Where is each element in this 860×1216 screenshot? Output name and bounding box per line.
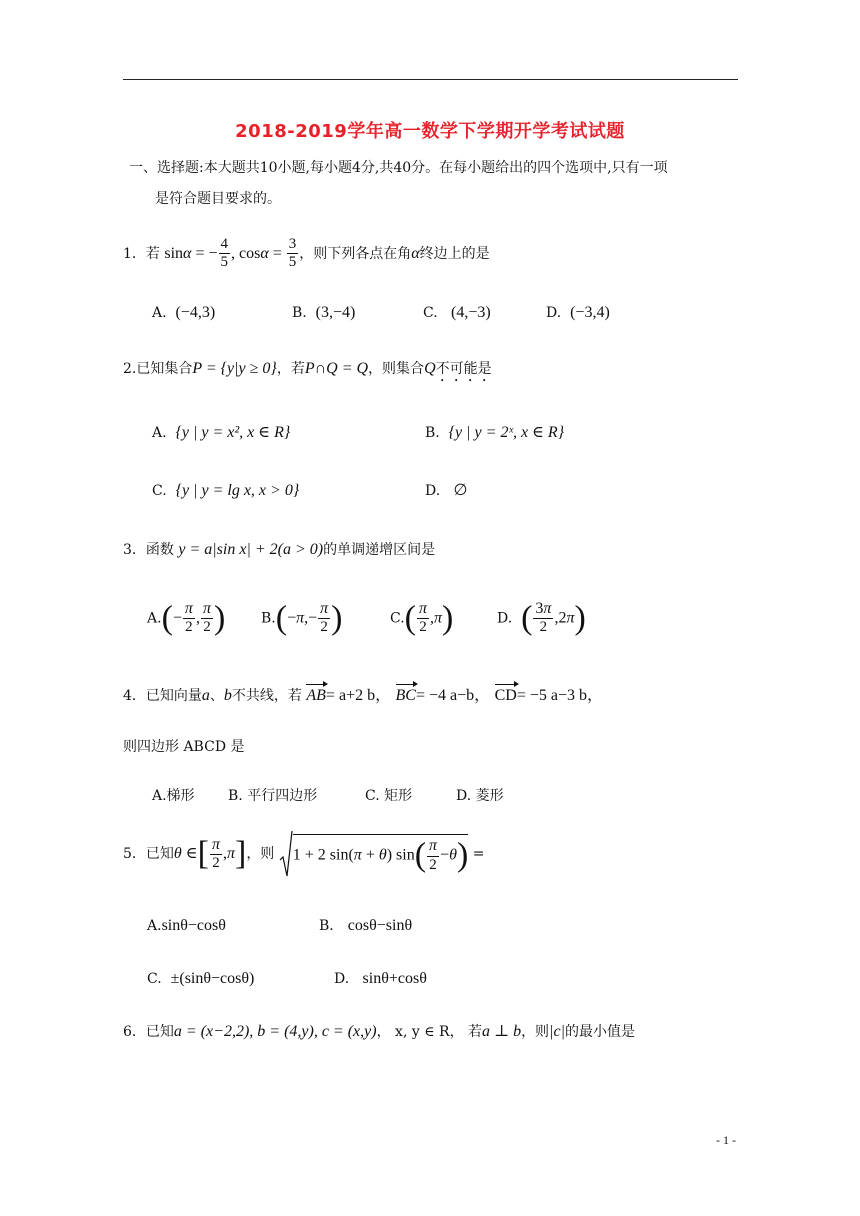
q5-option-c[interactable]: C. ±(sinθ−cosθ) [147, 970, 255, 987]
q1-number: 1．若 [123, 245, 160, 262]
q6-vectors: a = (x−2,2), b = (4,y), c = (x,y) [173, 1023, 377, 1040]
question-2: 2.已知集合P = {y|y ≥ 0}，若P∩Q = Q，则集合Q不可能是 [123, 360, 492, 377]
q3-option-c[interactable]: C.( $\frac{\pi}{2}$ ,π) [390, 599, 454, 637]
q1-fraction-3-5: $\frac{3}{5}$ [288, 236, 297, 271]
q1-sin-expr: sin [164, 244, 184, 262]
q4-option-b[interactable]: B. 平行四边形 [228, 788, 318, 804]
header-rule [123, 79, 738, 80]
q5-option-a[interactable]: A.sinθ−cosθ [147, 917, 226, 934]
q1-option-c[interactable]: C. (4,−3) [423, 304, 491, 321]
vector-cd: CD [495, 686, 517, 707]
q5-option-b[interactable]: B． cosθ−sinθ [319, 917, 413, 934]
q3-option-d[interactable]: D. ( $\frac{3\pi}{2}$ ,2π) [497, 599, 586, 637]
sqrt-sign-icon [279, 830, 293, 878]
page-number: - 1 - [716, 1133, 736, 1147]
q1-fraction-4-5: $\frac{4}{5}$ [220, 236, 228, 271]
q1-option-d[interactable]: D. (−3,4) [546, 304, 610, 321]
page-title: 2018-2019学年高一数学下学期开学考试试题 [235, 121, 625, 142]
q3-option-a[interactable]: A.(− $\frac{\pi}{2}$ , $\frac{\pi}{2}$ ) [147, 599, 226, 637]
q4-option-c[interactable]: C. 矩形 [365, 788, 413, 804]
q2-option-c[interactable]: C. {y | y = lg x, x > 0} [152, 482, 300, 499]
q2-option-d[interactable]: D. ∅ [425, 482, 468, 499]
sqrt-radicand: 1 + 2 sin(π + θ) sin( $\frac{\pi}{2}$ −θ) [293, 834, 469, 874]
q2-option-a[interactable]: A. {y | y = x², x ∈ R} [152, 424, 291, 441]
section-instruction-line2: 是符合题目要求的。 [155, 191, 281, 207]
section-instruction-line1: 一、选择题:本大题共10小题,每小题4分,共40分。在每小题给出的四个选项中,只有一项 [129, 160, 668, 176]
q4-option-d[interactable]: D. 菱形 [456, 788, 504, 804]
question-4-line1: 4．已知向量a、b不共线，若 AB= a+2 b， BC= −4 a−b， CD= −5 a−3 b， [123, 686, 603, 707]
q2-option-b[interactable]: B. {y | y = 2ˣ, x ∈ R} [425, 424, 565, 441]
q6-perpendicular: a ⊥ b [482, 1023, 522, 1040]
vector-bc: BC [396, 686, 416, 707]
q2-set-p: P = {y|y ≥ 0} [192, 360, 277, 377]
question-1: 1．若 sinα = − $\frac{4}{5}$ , cosα = $\frac{3}{5}$ ，则下列各点在角α终边上的是 [123, 236, 490, 271]
q1-option-a[interactable]: A. (−4,3) [152, 304, 216, 321]
q4-option-a[interactable]: A.梯形 [152, 788, 195, 804]
q2-condition: P∩Q = Q [304, 360, 369, 377]
q1-option-b[interactable]: B. (3,−4) [292, 304, 356, 321]
question-4-line2: 则四边形 ABCD 是 [123, 739, 245, 755]
question-5: 5．已知θ ∈[ $\frac{\pi}{2}$ ,π]，则 1 + 2 sin(π + θ) sin( $\frac{\pi}{2}$ −θ) = [123, 830, 484, 878]
q3-option-b[interactable]: B.(−π,− $\frac{\pi}{2}$ ) [261, 599, 343, 637]
vector-ab: AB [306, 686, 326, 707]
q2-emphasis: 不可能是 [435, 361, 492, 377]
q3-function: y = a|sin x| + 2(a > 0) [178, 541, 324, 558]
question-6: 6．已知a = (x−2,2), b = (4,y), c = (x,y)， x, y ∈ R， 若a ⊥ b，则|c|的最小值是 [123, 1023, 635, 1040]
question-3: 3．函数 y = a|sin x| + 2(a > 0)的单调递增区间是 [123, 541, 436, 558]
q5-option-d[interactable]: D. sinθ+cosθ [334, 970, 427, 987]
